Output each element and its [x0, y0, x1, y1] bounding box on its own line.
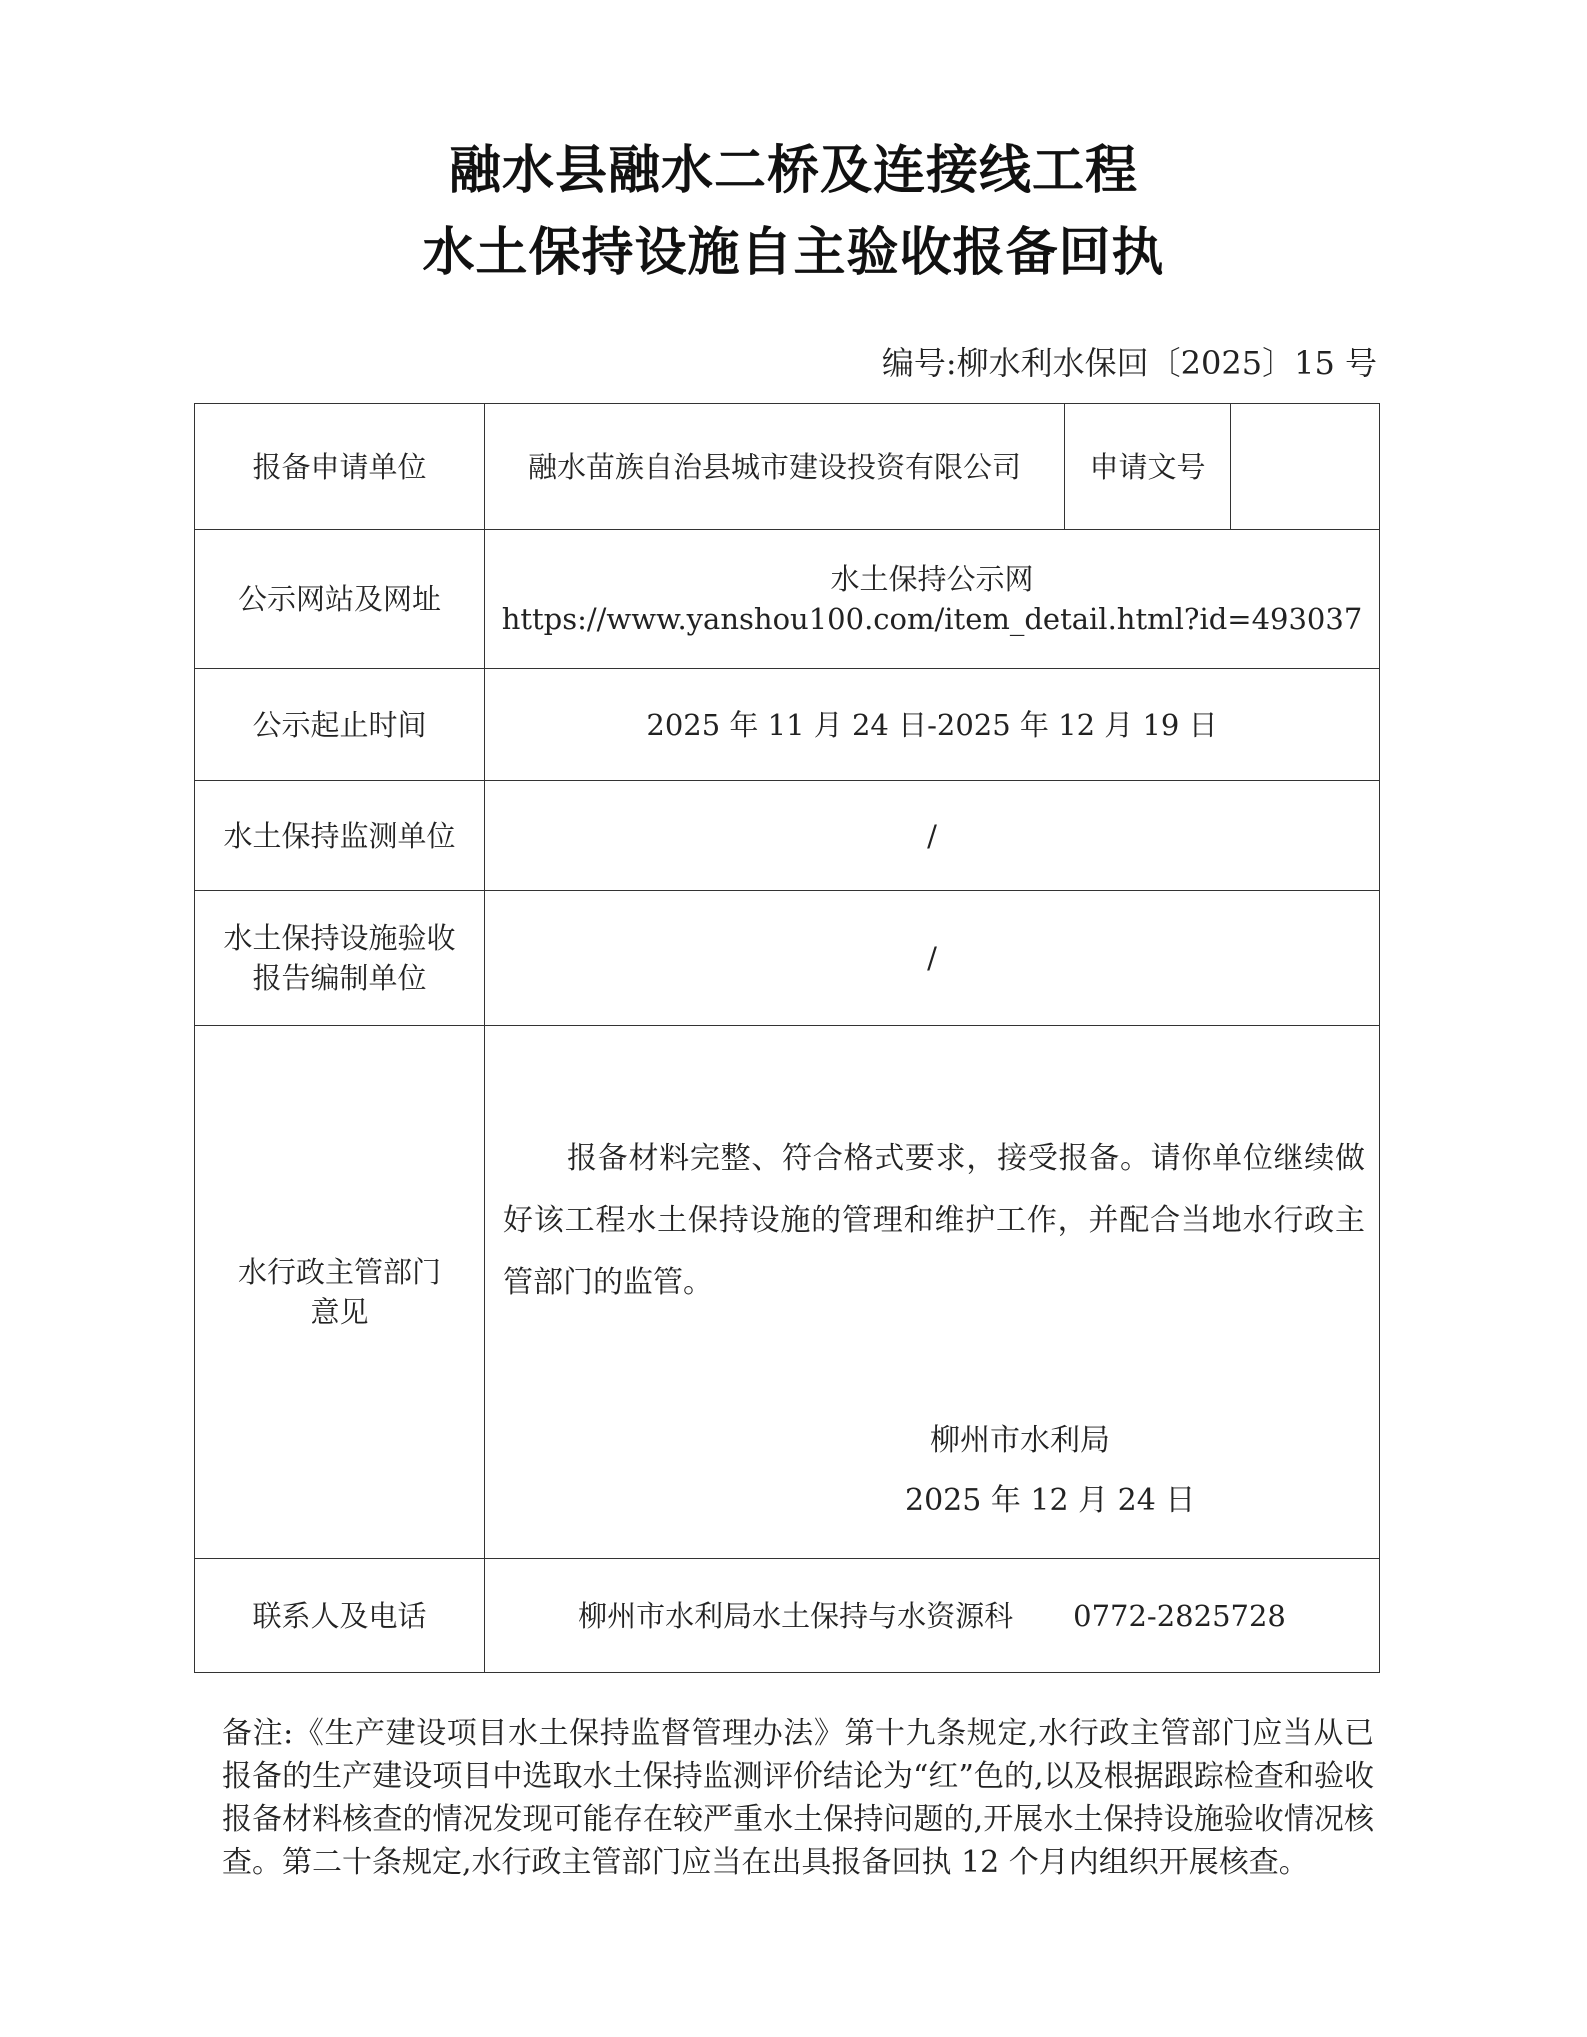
opinion-text: 报备材料完整、符合格式要求，接受报备。请你单位继续做好该工程水土保持设施的管理和维护工作，并配合当地水行政主管部门的监管。 — [503, 1141, 1365, 1300]
applicant-label: 报备申请单位 — [195, 404, 485, 530]
applicant-value: 融水苗族自治县城市建设投资有限公司 — [485, 404, 1065, 530]
period-value: 2025 年 11 月 24 日-2025 年 12 月 19 日 — [485, 669, 1380, 781]
row-opinion — [195, 1026, 1380, 1559]
report-label-line2: 报告编制单位 — [252, 961, 427, 995]
row-website — [195, 530, 1380, 669]
website-url[interactable]: https://www.yanshou100.com/item_detail.html?id=493037 — [501, 602, 1363, 636]
doc-no-value — [1231, 404, 1380, 530]
opinion-cell — [485, 1026, 1380, 1559]
document-title-line2: 水土保持设施自主验收报备回执 — [422, 222, 1165, 283]
opinion-signing-org: 柳州市水利局 — [930, 1423, 1110, 1458]
contact-org: 柳州市水利局水土保持与水资源科 — [578, 1598, 1014, 1633]
footnote: 备注:《生产建设项目水土保持监督管理办法》第十九条规定,水行政主管部门应当从已报备的生产建设项目中选取水土保持监测评价结论为“红”色的,以及根据跟踪检查和验收报备材料核查的情况发现可能存在较严重水土保持问题的,开展水土保持设施验收情况核查。第二十条规定,水行政主管部门应当在出具报备回执 12 个月内组织开展核查。 — [222, 1716, 1374, 1880]
website-cell — [485, 530, 1380, 669]
opinion-date: 2025 年 12 月 24 日 — [905, 1483, 1196, 1518]
opinion-label-line1: 水行政主管部门 — [237, 1255, 441, 1289]
website-name: 水土保持公示网 — [830, 562, 1034, 596]
row-period — [195, 669, 1380, 781]
receipt-form-table — [194, 403, 1380, 1673]
contact-label: 联系人及电话 — [195, 1559, 485, 1673]
opinion-label — [195, 1026, 485, 1559]
row-report-unit — [195, 891, 1380, 1026]
document-number: 编号:柳水利水保回〔2025〕15 号 — [881, 344, 1377, 382]
opinion-label-line2: 意见 — [310, 1295, 369, 1329]
doc-no-label: 申请文号 — [1065, 404, 1231, 530]
period-label: 公示起止时间 — [195, 669, 485, 781]
monitor-label: 水土保持监测单位 — [195, 781, 485, 891]
row-monitor — [195, 781, 1380, 891]
row-contact — [195, 1559, 1380, 1673]
row-applicant — [195, 404, 1380, 530]
document-title-line1: 融水县融水二桥及连接线工程 — [448, 140, 1138, 201]
report-label-line1: 水土保持设施验收 — [223, 921, 456, 955]
contact-phone: 0772-2825728 — [1073, 1598, 1286, 1633]
monitor-value: / — [485, 781, 1380, 891]
report-value: / — [485, 891, 1380, 1026]
report-label — [195, 891, 485, 1026]
website-label: 公示网站及网址 — [195, 530, 485, 669]
contact-cell — [485, 1559, 1380, 1673]
